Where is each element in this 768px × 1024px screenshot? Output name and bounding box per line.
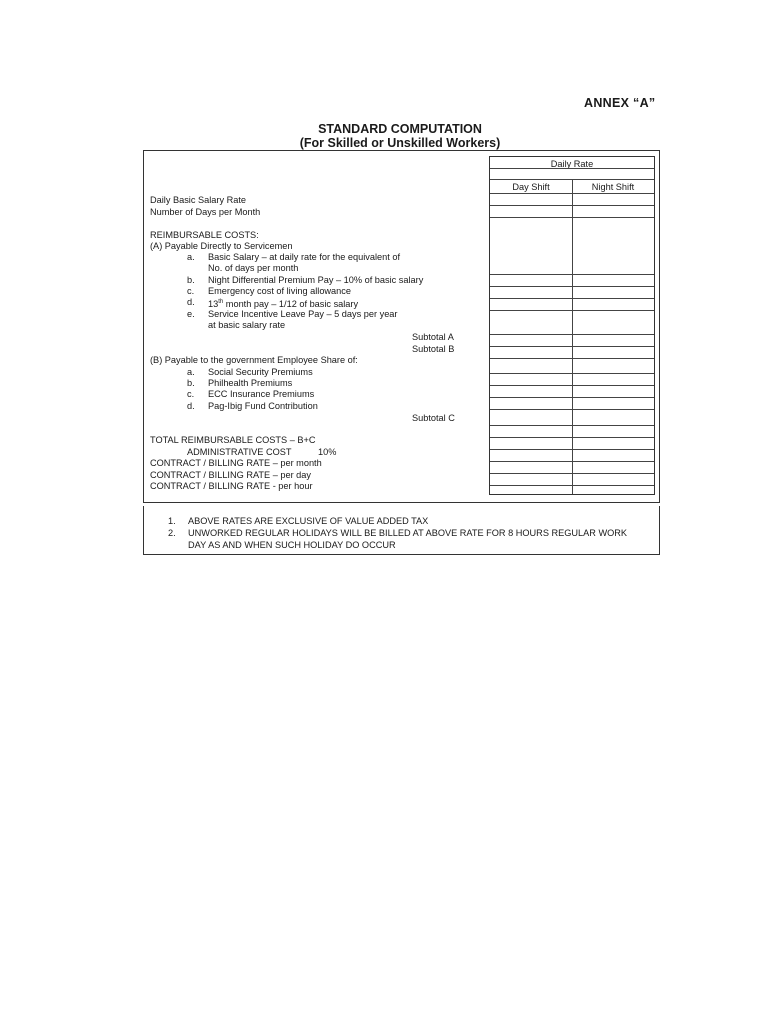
grid-rule [490,334,654,335]
grid-rule [490,217,654,218]
item-letter: a. [187,367,195,377]
document-subtitle: (For Skilled or Unskilled Workers) [299,136,501,150]
item-pagibig: Pag-Ibig Fund Contribution [208,401,318,411]
daily-rate-header: Daily Rate [550,159,594,169]
grid-rule [490,193,654,194]
item-night-differential: Night Differential Premium Pay – 10% of basic salary [208,275,424,285]
item-ecola: Emergency cost of living allowance [208,286,351,296]
billing-rate-hour-label: CONTRACT / BILLING RATE - per hour [150,481,313,491]
admin-cost-label: ADMINISTRATIVE COST [187,447,292,457]
item-basic-salary-cont: No. of days per month [208,263,299,273]
grid-rule [490,168,654,169]
note-number: 1. [168,516,176,526]
grid-rule [490,485,654,486]
item-letter: e. [187,309,195,319]
grid-rule [490,346,654,347]
item-ecc: ECC Insurance Premiums [208,389,315,399]
note-number: 2. [168,528,176,538]
days-per-month-label: Number of Days per Month [150,207,261,217]
grid-rule [490,397,654,398]
billing-rate-month-label: CONTRACT / BILLING RATE – per month [150,458,322,468]
section-b-heading: (B) Payable to the government Employee Share of: [150,355,358,365]
item-letter: d. [187,297,195,307]
item-philhealth: Philhealth Premiums [208,378,293,388]
subtotal-a-label: Subtotal A [412,332,454,342]
grid-rule [490,437,654,438]
item-basic-salary: Basic Salary – at daily rate for the equivalent of [208,252,401,262]
billing-rate-day-label: CONTRACT / BILLING RATE – per day [150,470,311,480]
note-vat: ABOVE RATES ARE EXCLUSIVE OF VALUE ADDED TAX [188,516,429,526]
grid-rule [490,473,654,474]
daily-rate-grid [489,156,655,495]
grid-rule [490,274,654,275]
document-title: STANDARD COMPUTATION [318,122,482,136]
grid-rule [490,179,654,180]
grid-rule [490,409,654,410]
grid-rule [490,385,654,386]
item-letter: a. [187,252,195,262]
item-sss: Social Security Premiums [208,367,313,377]
grid-rule [490,205,654,206]
note-holidays-cont: DAY AS AND WHEN SUCH HOLIDAY DO OCCUR [188,540,396,550]
night-shift-header: Night Shift [591,182,635,192]
item-letter: c. [187,286,195,296]
day-shift-header: Day Shift [512,182,550,192]
grid-rule [490,373,654,374]
grid-rule [490,449,654,450]
annex-label: ANNEX “A” [584,96,656,110]
grid-rule [490,298,654,299]
item-letter: b. [187,275,195,285]
grid-rule [490,286,654,287]
item-letter: b. [187,378,195,388]
grid-rule [490,425,654,426]
reimbursable-heading: REIMBURSABLE COSTS: [150,230,259,240]
grid-rule [490,310,654,311]
item-13th-month: 13th month pay – 1/12 of basic salary [208,299,359,310]
item-letter: d. [187,401,195,411]
grid-rule [490,461,654,462]
subtotal-b-label: Subtotal B [412,344,455,354]
total-reimbursable-label: TOTAL REIMBURSABLE COSTS – B+C [150,435,316,445]
subtotal-c-label: Subtotal C [412,413,455,423]
admin-cost-percent: 10% [318,447,337,457]
section-a-heading: (A) Payable Directly to Servicemen [150,241,293,251]
item-service-incentive-cont: at basic salary rate [208,320,286,330]
item-service-incentive: Service Incentive Leave Pay – 5 days per year [208,309,398,319]
daily-basic-label: Daily Basic Salary Rate [150,195,246,205]
note-holidays: UNWORKED REGULAR HOLIDAYS WILL BE BILLED AT ABOVE RATE FOR 8 HOURS REGULAR WORK [188,528,628,538]
item-letter: c. [187,389,195,399]
grid-rule [490,358,654,359]
column-divider [572,179,573,494]
